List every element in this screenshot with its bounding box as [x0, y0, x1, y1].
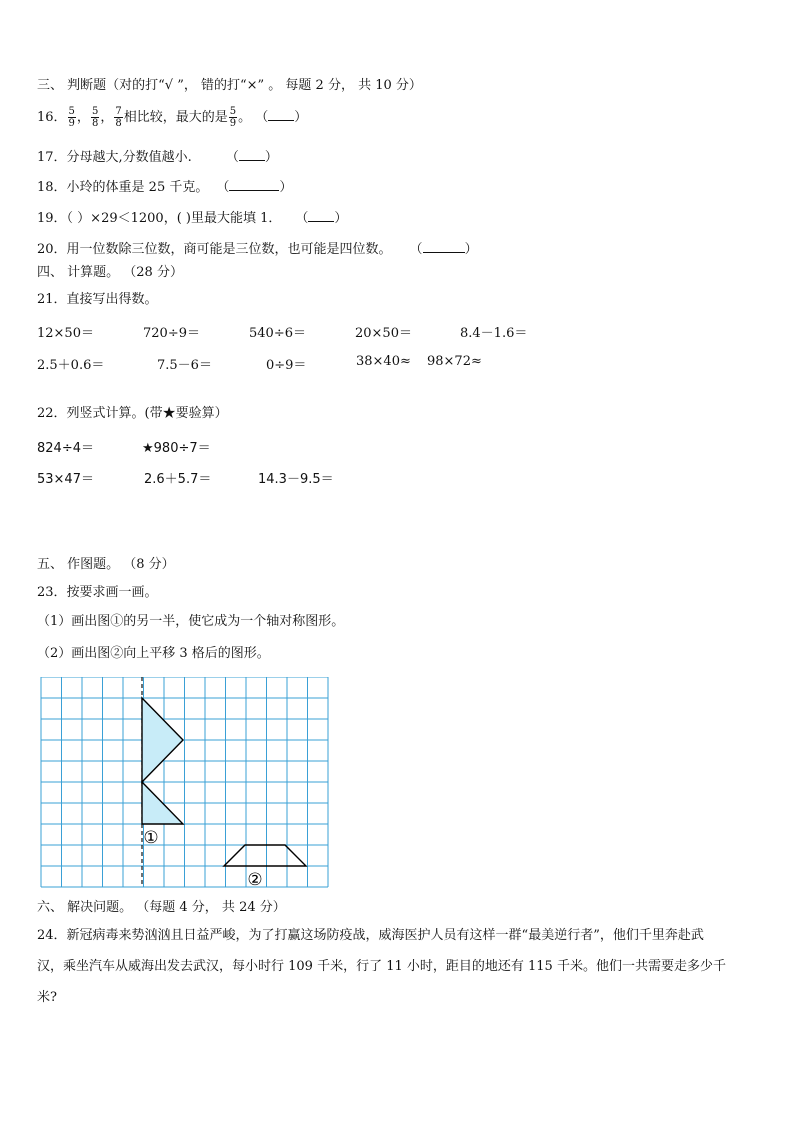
- question-18: 18．小玲的体重是 25 千克。 （ ）: [37, 177, 292, 196]
- calc-item: 0÷9＝: [266, 358, 307, 373]
- question-21-title: 21．直接写出得数。: [37, 292, 158, 307]
- section-6-title: 六、 解决问题。 （每题 4 分， 共 24 分）: [37, 900, 286, 915]
- grid-lines: [41, 677, 328, 887]
- calc-item: 540÷6＝: [249, 326, 306, 341]
- q16-text: 相比较，最大的是: [123, 110, 228, 125]
- fraction-7-8: $\frac{7}{8}$: [115, 106, 122, 129]
- drawing-grid[interactable]: [40, 677, 330, 889]
- figure-1-label: ①: [143, 828, 159, 848]
- calc-item: 8.4－1.6＝: [460, 326, 528, 341]
- section-3-title: 三、 判断题（对的打“√ ”， 错的打“×” 。 每题 2 分， 共 10 分）: [37, 78, 422, 93]
- calc-item: 2.5＋0.6＝: [37, 358, 105, 373]
- question-20: 20．用一位数除三位数，商可能是三位数，也可能是四位数。 （ ）: [37, 239, 478, 258]
- question-17: 17．分母越大,分数值越小. （ ）: [37, 147, 278, 166]
- calc-item: 720÷9＝: [143, 326, 200, 341]
- calc-item: 20×50＝: [355, 326, 412, 341]
- calc-item: 7.5－6＝: [157, 358, 212, 373]
- question-23-part-2: （2）画出图②向上平移 3 格后的图形。: [37, 646, 270, 661]
- fraction-5-8: $\frac{5}{8}$: [91, 106, 99, 129]
- answer-blank-19[interactable]: [308, 208, 334, 222]
- answer-blank-17[interactable]: [239, 147, 265, 161]
- vertical-calc-item: ★980÷7＝: [142, 441, 211, 456]
- question-24-line-2: 汉，乘坐汽车从威海出发去武汉，每小时行 109 千米，行了 11 小时，距目的地还有 115 千米。他们一共需要走多少千: [37, 959, 726, 974]
- vertical-calc-item: 824÷4＝: [37, 441, 94, 456]
- section-4-title: 四、 计算题。 （28 分）: [37, 265, 183, 280]
- figure-2-trapezoid: [224, 845, 306, 866]
- fraction-5-9: $\frac{5}{9}$: [68, 106, 75, 129]
- figure-1-upper-triangle: [142, 698, 183, 782]
- vertical-calc-item: 2.6＋5.7＝: [144, 472, 212, 487]
- question-19: 19．（ ）×29＜1200，( )里最大能填 1． （ ）: [37, 208, 347, 227]
- fraction-answer: $\frac{5}{9}$: [229, 106, 237, 129]
- calc-item: 98×72≈: [427, 354, 482, 369]
- q16-number: 16．: [37, 110, 67, 125]
- answer-blank-20[interactable]: [423, 239, 465, 253]
- figure-2-label: ②: [247, 870, 263, 889]
- calc-item: 12×50＝: [37, 326, 94, 341]
- answer-blank-18[interactable]: [229, 177, 279, 191]
- question-16: 16． $\frac{5}{9}$ ， $\frac{5}{8}$ ， $\frac{7}{8}$ 相比较，最大的是 $\frac{5}{9}$ 。 （ ）: [37, 106, 308, 129]
- question-23-title: 23．按要求画一画。: [37, 585, 158, 600]
- vertical-calc-item: 53×47＝: [37, 472, 94, 487]
- question-24-line-3: 米?: [37, 990, 57, 1005]
- vertical-calc-item: 14.3－9.5＝: [258, 472, 334, 487]
- answer-blank-16[interactable]: [268, 107, 294, 121]
- question-23-part-1: （1）画出图①的另一半，使它成为一个轴对称图形。: [37, 614, 345, 629]
- question-24-line-1: 24．新冠病毒来势汹汹且日益严峻，为了打赢这场防疫战，威海医护人员有这样一群“最美逆行者”，他们千里奔赴武: [37, 928, 704, 943]
- calc-item: 38×40≈: [356, 354, 411, 369]
- question-22-title: 22．列竖式计算。(带★要验算）: [37, 406, 228, 421]
- section-5-title: 五、 作图题。 （8 分）: [37, 557, 175, 572]
